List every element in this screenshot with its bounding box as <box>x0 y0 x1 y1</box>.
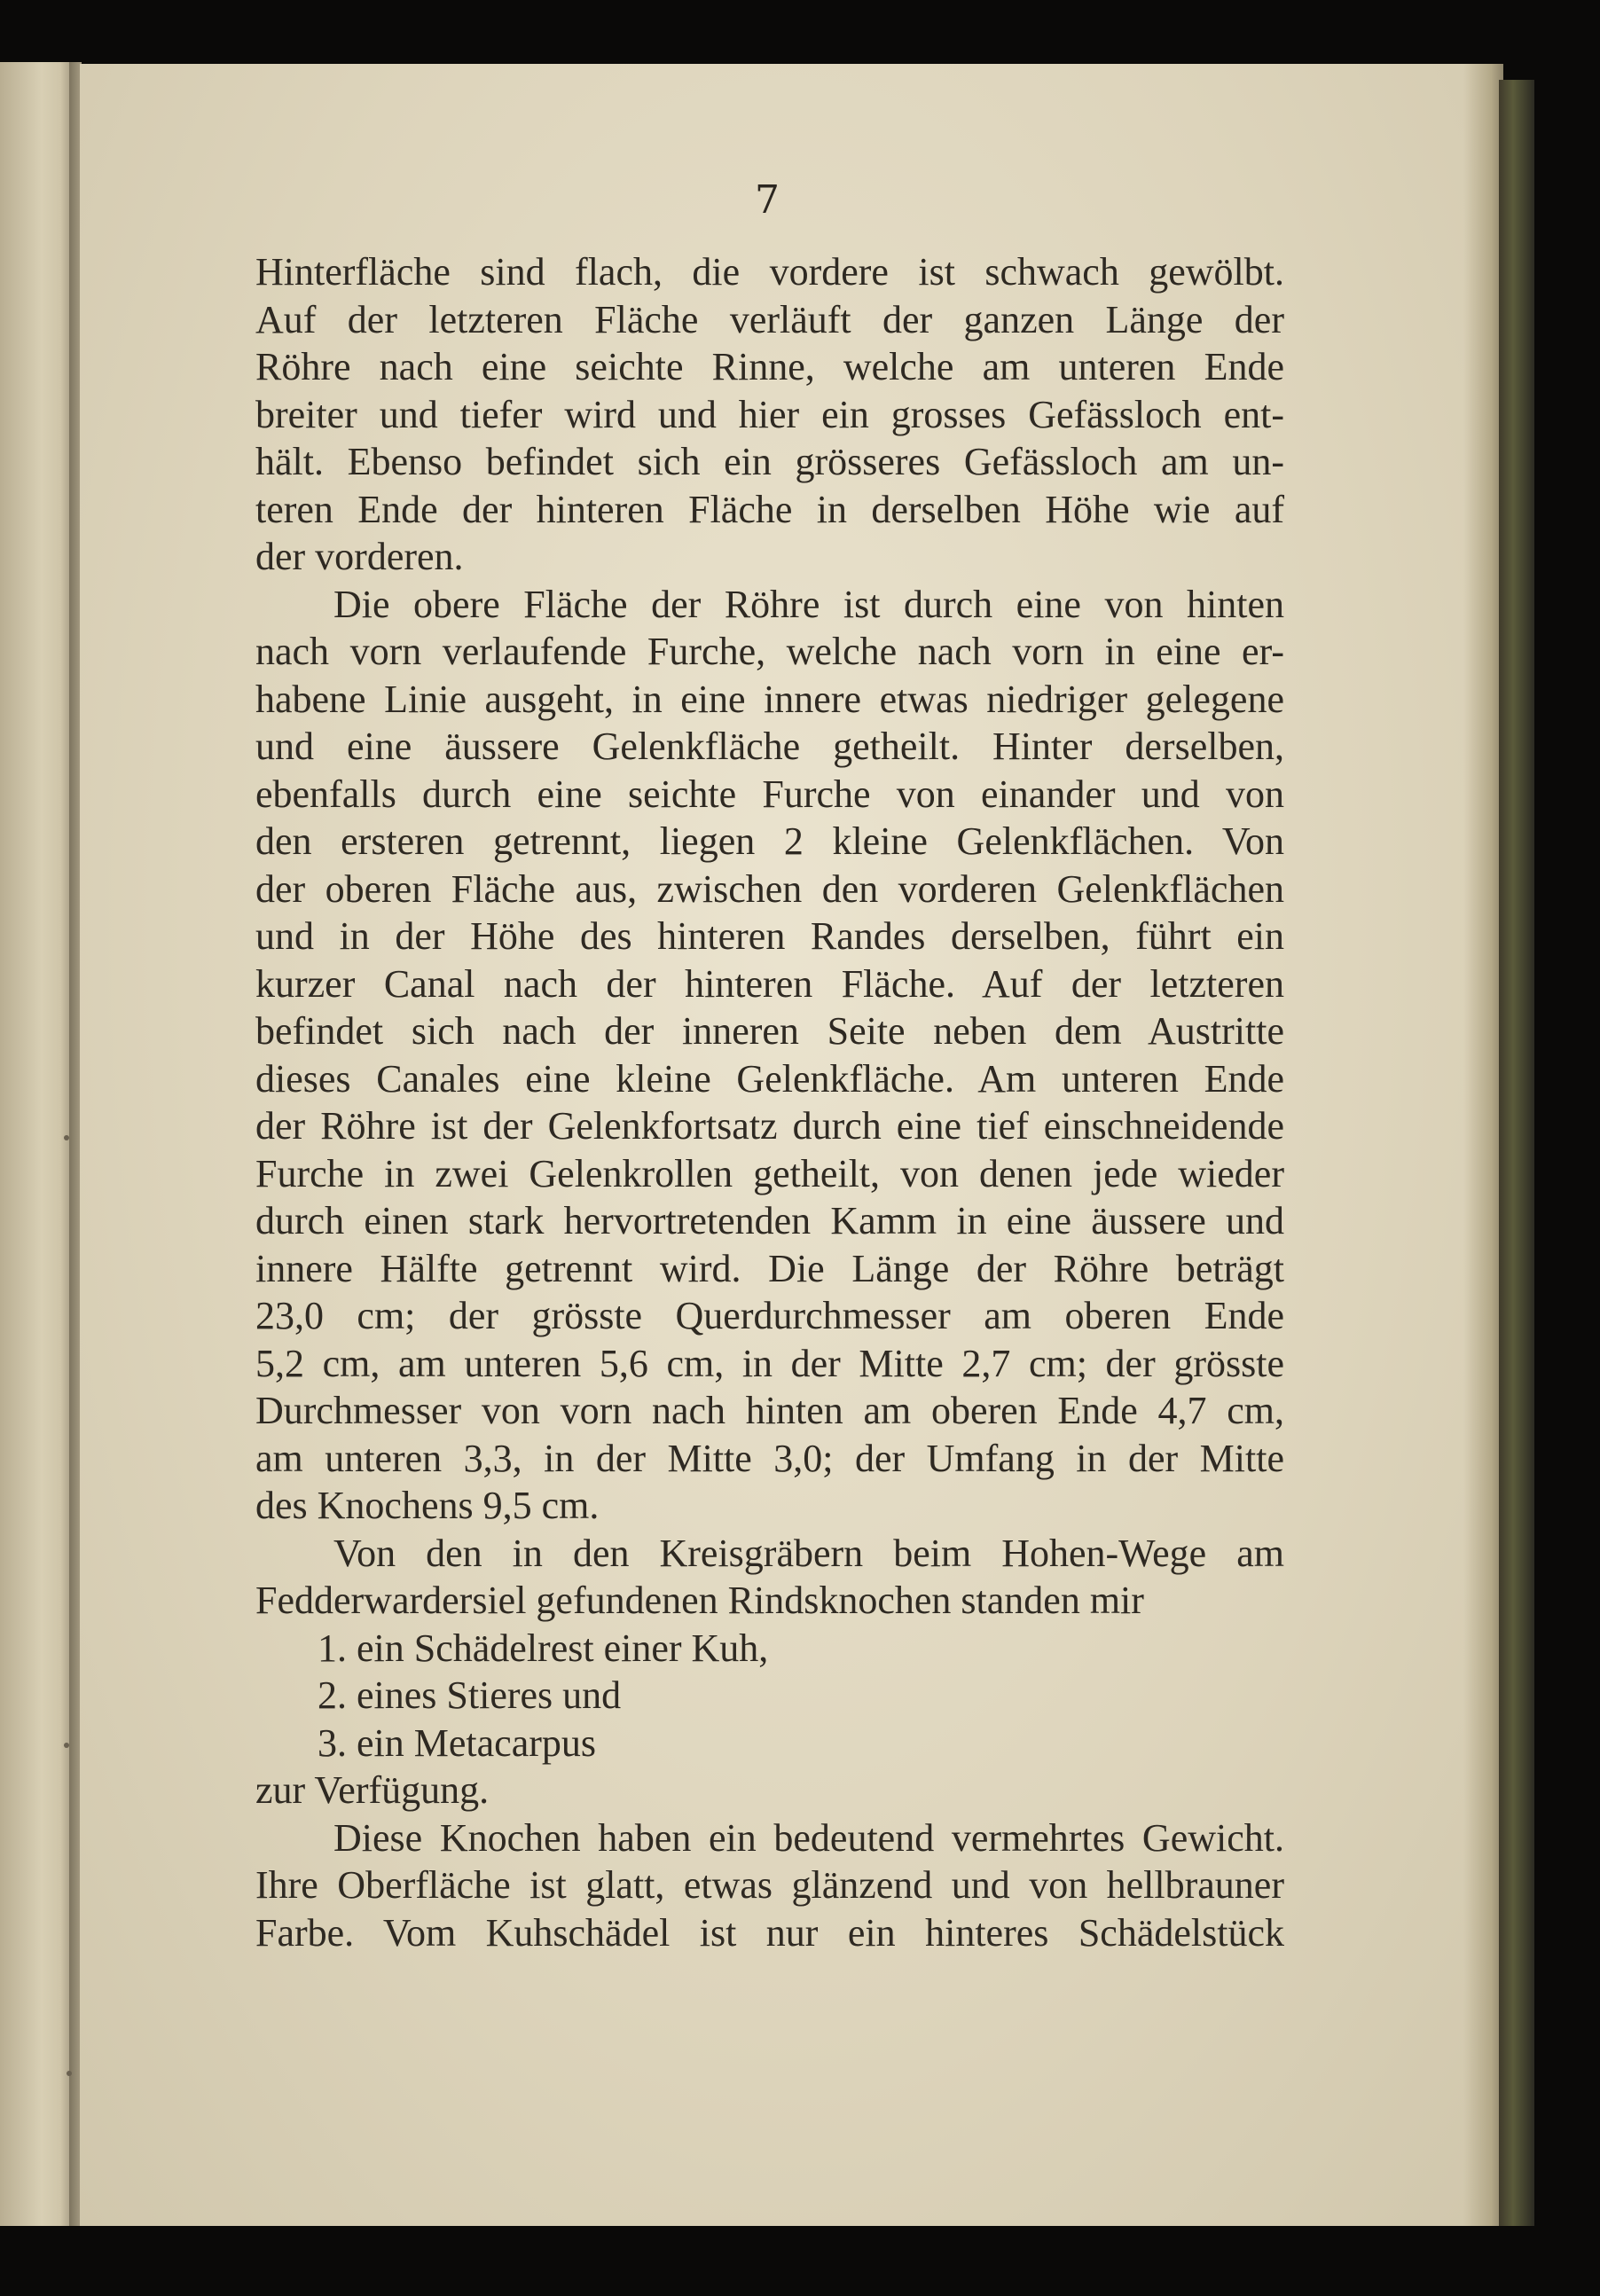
text-line: habene Linie ausgeht, in eine innere etwas niedriger gelegene <box>255 677 1284 721</box>
text-line: breiter und tiefer wird und hier ein grosses Gefässloch ent- <box>255 392 1284 436</box>
text-line: Röhre nach eine seichte Rinne, welche am unteren Ende <box>255 345 1284 388</box>
text-line: Durchmesser von vorn nach hinten am oberen Ende 4,7 cm, <box>255 1389 1284 1432</box>
list-item: 1. ein Schädelrest einer Kuh, <box>318 1626 769 1670</box>
left-page-edge <box>0 62 75 2226</box>
text-line: Von den in den Kreisgräbern beim Hohen-Wege am <box>333 1531 1284 1575</box>
text-line: kurzer Canal nach der hinteren Fläche. Auf der letzteren <box>255 961 1284 1006</box>
text-line: der Röhre ist der Gelenkfortsatz durch eine tief einschneidende <box>255 1104 1284 1148</box>
page-number: 7 <box>755 177 780 223</box>
text-line: Fedderwardersiel gefundenen Rindsknochen standen mir <box>255 1579 1144 1622</box>
text-line: der vorderen. <box>255 535 464 578</box>
text-line: ebenfalls durch eine seichte Furche von einander und von <box>255 772 1284 816</box>
text-line: Ihre Oberfläche ist glatt, etwas glänzend und von hellbrauner <box>255 1863 1284 1907</box>
text-line: Hinterfläche sind flach, die vordere ist schwach gewölbt. <box>255 250 1284 294</box>
text-line: 23,0 cm; der grösste Querdurchmesser am oberen Ende <box>255 1294 1284 1337</box>
margin-speck <box>64 1743 69 1748</box>
margin-speck <box>64 1135 69 1140</box>
text-line: hält. Ebenso befindet sich ein grösseres Gefässloch am un- <box>255 440 1284 483</box>
text-line: zur Verfügung. <box>255 1768 490 1812</box>
text-line: Die obere Fläche der Röhre ist durch eine von hinten <box>333 582 1284 626</box>
text-line: und eine äussere Gelenkfläche getheilt. Hinter derselben, <box>255 725 1284 768</box>
text-line: am unteren 3,3, in der Mitte 3,0; der Umfang in der Mitte <box>255 1436 1284 1480</box>
text-line: Auf der letzteren Fläche verläuft der ganzen Länge der <box>255 297 1284 341</box>
text-line: durch einen stark hervortretenden Kamm in eine äussere und <box>255 1199 1284 1242</box>
text-line: befindet sich nach der inneren Seite neben dem Austritte <box>255 1009 1284 1053</box>
text-line: dieses Canales eine kleine Gelenkfläche. Am unteren Ende <box>255 1056 1284 1101</box>
text-line: teren Ende der hinteren Fläche in derselben Höhe wie auf <box>255 487 1284 531</box>
page-edge-shadow <box>1463 64 1503 2226</box>
margin-speck <box>67 2071 72 2076</box>
text-line: des Knochens 9,5 cm. <box>255 1484 600 1527</box>
text-line: Farbe. Vom Kuhschädel ist nur ein hinteres Schädelstück <box>255 1910 1284 1955</box>
text-line: und in der Höhe des hinteren Randes derselben, führt ein <box>255 914 1284 958</box>
text-line: Diese Knochen haben ein bedeutend vermehrtes Gewicht. <box>333 1815 1284 1860</box>
list-item: 3. ein Metacarpus <box>318 1720 596 1765</box>
text-line: 5,2 cm, am unteren 5,6 cm, in der Mitte 2,7 cm; der grösste <box>255 1341 1284 1385</box>
text-line: der oberen Fläche aus, zwischen den vorderen Gelenkflächen <box>255 866 1284 911</box>
text-line: den ersteren getrennt, liegen 2 kleine Gelenkflächen. Von <box>255 819 1284 863</box>
list-item: 2. eines Stieres und <box>318 1673 622 1717</box>
text-line: innere Hälfte getrennt wird. Die Länge der Röhre beträgt <box>255 1246 1284 1290</box>
text-line: Furche in zwei Gelenkrollen getheilt, von denen jede wieder <box>255 1151 1284 1195</box>
body-text <box>255 248 1284 1956</box>
text-line: nach vorn verlaufende Furche, welche nach vorn in eine er- <box>255 630 1284 673</box>
book-binding <box>1499 80 1534 2226</box>
